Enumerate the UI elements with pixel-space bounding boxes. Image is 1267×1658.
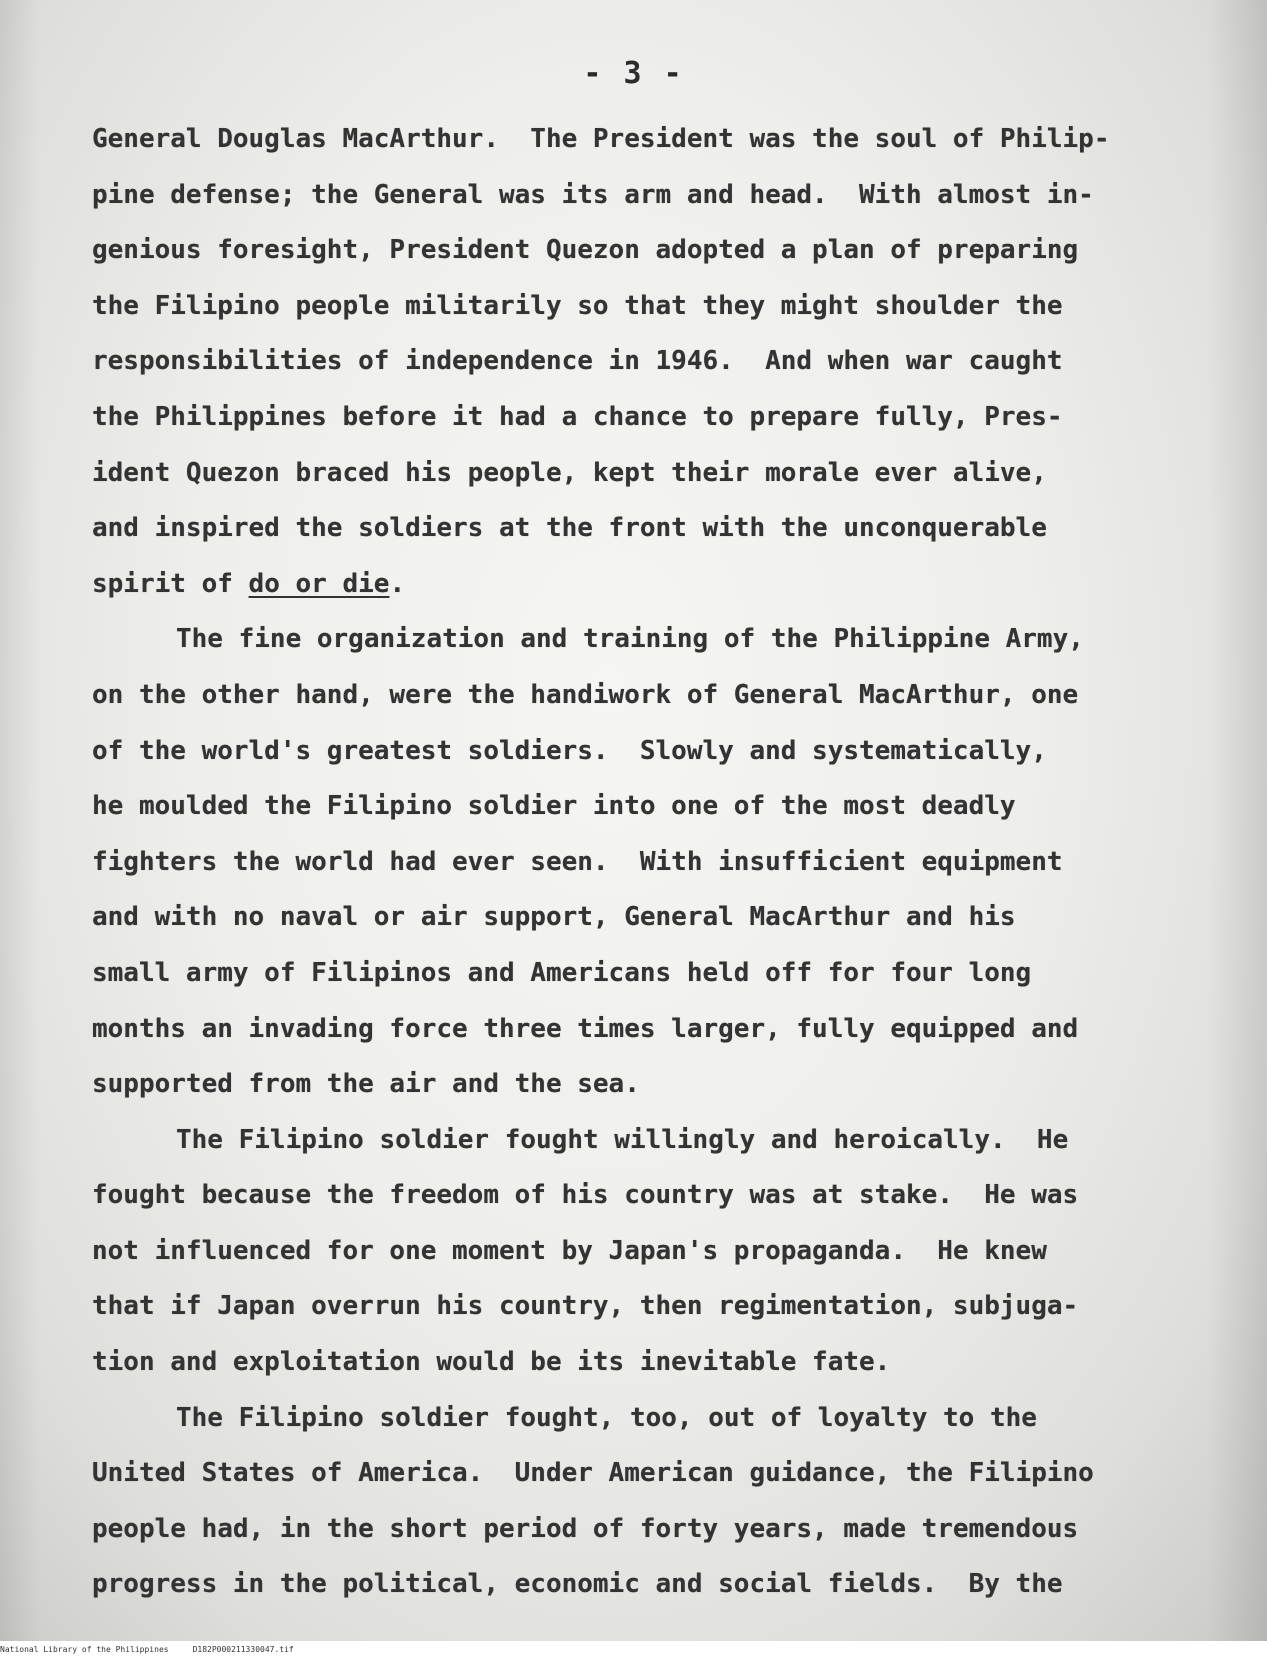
text-line: of the world's greatest soldiers. Slowly and systematically, (92, 735, 1047, 766)
scan-footer (0, 1641, 1267, 1658)
text-line: tion and exploitation would be its inevitable fate. (92, 1347, 891, 1378)
document-body (92, 112, 1212, 1613)
text-line: ident Quezon braced his people, kept their morale ever alive, (92, 457, 1047, 488)
line-suffix: . (389, 568, 406, 599)
paragraph-start-line: The fine organization and training of the Philippine Army, (176, 624, 1084, 655)
text-line: that if Japan overrun his country, then regimentation, subjuga- (92, 1291, 1079, 1322)
text-line: United States of America. Under American guidance, the Filipino (92, 1458, 1094, 1489)
text-line: fighters the world had ever seen. With insufficient equipment (92, 846, 1063, 877)
text-line: and with no naval or air support, General MacArthur and his (92, 902, 1016, 933)
paragraph-start-line: The Filipino soldier fought willingly and heroically. He (176, 1124, 1069, 1155)
text-line: small army of Filipinos and Americans held off for four long (92, 957, 1032, 988)
text-line: General Douglas MacArthur. The President was the soul of Philip- (92, 124, 1110, 154)
text-line: on the other hand, were the handiwork of General MacArthur, one (92, 679, 1079, 710)
text-line: genious foresight, President Quezon adopted a plan of preparing (92, 235, 1079, 266)
text-line: and inspired the soldiers at the front with the unconquerable (92, 513, 1047, 544)
text-line: progress in the political, economic and social fields. By the (92, 1569, 1063, 1600)
text-line: supported from the air and the sea. (92, 1069, 640, 1100)
text-line: he moulded the Filipino soldier into one of the most deadly (92, 791, 1016, 822)
text-line: people had, in the short period of forty years, made tremendous (92, 1513, 1079, 1544)
text-line: not influenced for one moment by Japan's propaganda. He knew (92, 1235, 1047, 1266)
library-name: National Library of the Philippines (0, 1645, 169, 1654)
line-prefix: spirit of (92, 568, 249, 599)
text-line: months an invading force three times larger, fully equipped and (92, 1013, 1079, 1044)
text-line: the Filipino people militarily so that they might shoulder the (92, 290, 1063, 321)
text-line: pine defense; the General was its arm and head. With almost in- (92, 179, 1094, 210)
text-line: fought because the freedom of his country was at stake. He was (92, 1180, 1079, 1211)
paragraph-start-line: The Filipino soldier fought, too, out of loyalty to the (176, 1402, 1037, 1433)
text-line: responsibilities of independence in 1946. And when war caught (92, 346, 1063, 377)
text-line: the Philippines before it had a chance to prepare fully, Pres- (92, 401, 1063, 432)
text-line-do-or-die (92, 557, 1212, 613)
underlined-phrase: do or die (248, 568, 390, 599)
file-id: D182P000211330047.tif (192, 1645, 294, 1654)
page-number: - 3 - (583, 56, 684, 91)
